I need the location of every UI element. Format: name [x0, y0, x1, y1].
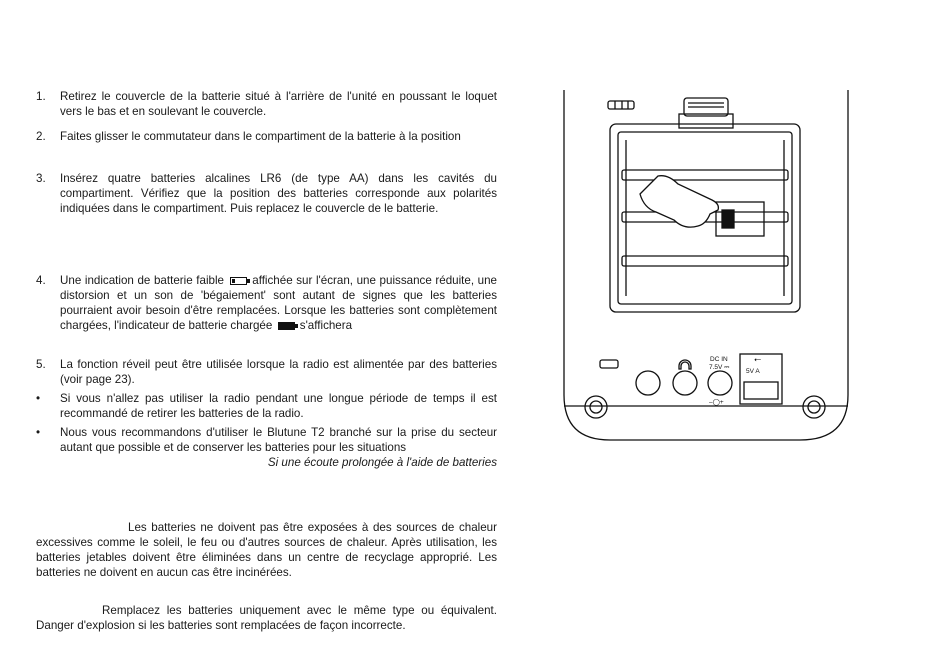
step-number: 3.: [36, 172, 46, 185]
hand-icon: [640, 176, 718, 227]
step-text: Faites glisser le commutateur dans le compartiment de la batterie à la position: [60, 130, 461, 143]
headphone-jack: [673, 371, 697, 395]
step-text: La fonction réveil peut être utilisée lorsque la radio est alimentée par des batteries (voir page 23).: [60, 358, 497, 386]
bullet-italic-note: Si une écoute prolongée à l'aide de batteries: [267, 456, 497, 469]
step-text: [60, 273, 497, 333]
bullet-mark: •: [36, 426, 41, 439]
step-number: 4.: [36, 274, 46, 287]
radio-body-outline: [564, 90, 848, 440]
switch-knob: [722, 210, 734, 228]
lock-slot-icon: [608, 101, 634, 109]
foot-left: [585, 396, 607, 418]
step-text-a: Une indication de batterie faible: [60, 274, 224, 287]
foot-right: [803, 396, 825, 418]
polarity-label: –◯+: [709, 399, 724, 406]
dc-in-label: DC IN: [710, 356, 728, 363]
radio-back-diagram: [560, 90, 850, 445]
bullet-text: Nous vous recommandons d'utiliser le Blutune T2 branché sur la prise du secteur autant que possible et de conserver les batteries pour les situations: [60, 426, 497, 454]
bullet-text: Si vous n'allez pas utiliser la radio pendant une longue période de temps il est recommandé de retirer les batteries de la radio.: [60, 392, 497, 420]
step-text: Retirez le couvercle de la batterie situé à l'arrière de l'unité en poussant le loquet vers le bas et en soulevant le couvercle.: [60, 90, 497, 118]
step-2: [36, 129, 497, 144]
step-3: [36, 171, 497, 216]
step-number: 1.: [36, 90, 46, 103]
bullet-1: [36, 391, 497, 421]
step-5: [36, 357, 497, 387]
usb-port: [744, 382, 778, 399]
step-number: 5.: [36, 358, 46, 371]
usb-label: 5V A: [746, 368, 760, 375]
bullet-mark: •: [36, 392, 41, 405]
dc-voltage-label: 7.5V ⎓: [709, 364, 730, 371]
step-number: 2.: [36, 130, 46, 143]
warning-explosion: Remplacez les batteries uniquement avec le même type ou équivalent. Danger d'explosion si les batteries sont remplacées de façon incorrecte.: [36, 604, 497, 632]
step-text-b: affichée sur l'écran, une puissance réduite, une distorsion et un son de 'bégaiement' sont autant de signes que les batteries pourraient avoir besoin d'être remplacées. Lorsque les batteries sont complètement chargées, l'indicateur de batterie chargée: [60, 274, 498, 332]
full-battery-icon: [278, 322, 295, 330]
step-text: Insérez quatre batteries alcalines LR6 (de type AA) dans les cavités du compartiment. Vérifiez que la position des batteries corresponde aux polarités indiquées dans le compartiment. Puis replacez le couvercle de le batterie.: [60, 172, 497, 215]
usb-icon: ⭠: [754, 354, 762, 364]
headphone-icon: [679, 360, 691, 369]
jack-1: [636, 371, 660, 395]
dc-in-jack: [708, 371, 732, 395]
step-text-c: s'affichera: [299, 319, 353, 332]
warning-heat: Les batteries ne doivent pas être exposées à des sources de chaleur excessives comme le soleil, le feu ou d'autres sources de chaleur. Après utilisation, les batteries jetables doivent être éliminées dans un centre de recyclage approprié. Les batteries ne doivent en aucun cas être incinérées.: [36, 521, 497, 579]
step-1: [36, 89, 497, 119]
low-battery-icon: [230, 277, 247, 285]
side-slot: [600, 360, 618, 368]
step-4: [36, 273, 497, 333]
bullet-2: [36, 425, 497, 470]
